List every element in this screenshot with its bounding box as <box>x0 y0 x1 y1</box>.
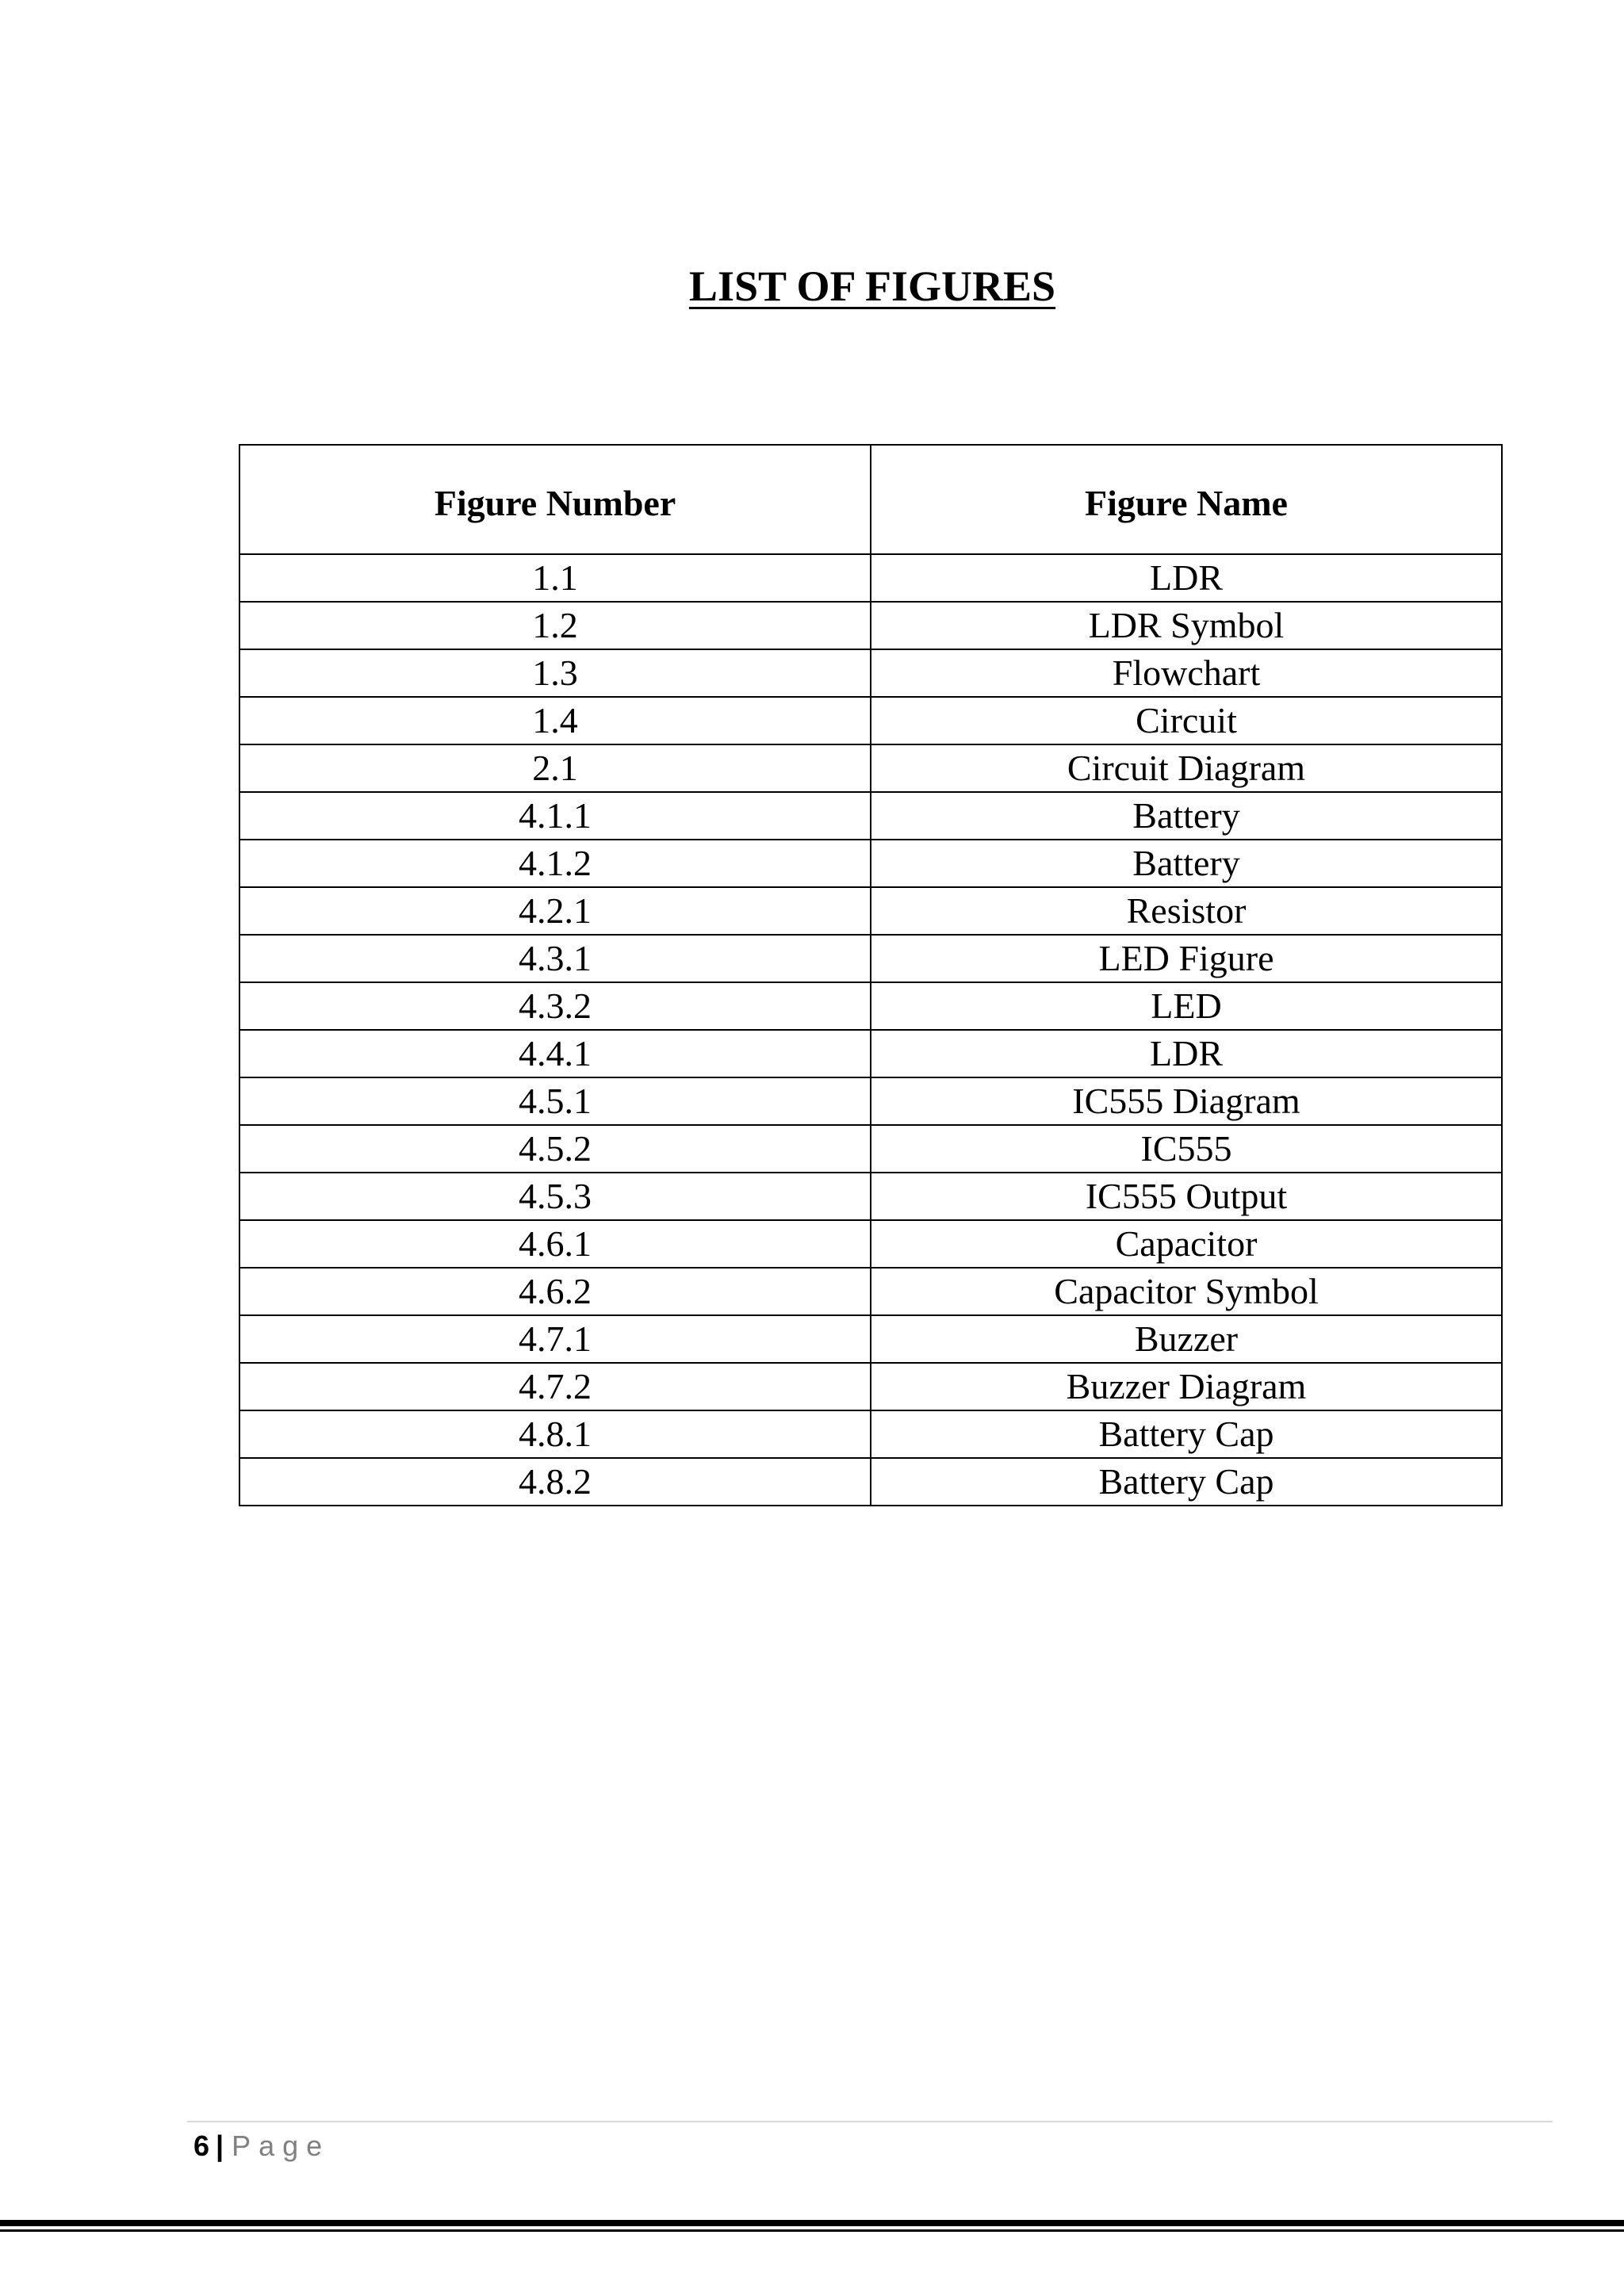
figure-number-cell: 4.8.1 <box>239 1410 871 1458</box>
table-row <box>239 1030 1502 1077</box>
figure-name-cell: Circuit <box>871 697 1502 744</box>
figure-name-cell: Resistor <box>871 887 1502 935</box>
figure-number-cell: 4.5.1 <box>239 1077 871 1125</box>
table-row <box>239 935 1502 982</box>
table-body <box>239 554 1502 1506</box>
figure-name-cell: Circuit Diagram <box>871 744 1502 792</box>
table-row <box>239 1315 1502 1363</box>
figure-name-cell: Battery Cap <box>871 1458 1502 1506</box>
table-row <box>239 602 1502 649</box>
figure-name-cell: Buzzer Diagram <box>871 1363 1502 1410</box>
footer-separator: | <box>216 2130 224 2162</box>
table-row <box>239 1125 1502 1173</box>
table-row <box>239 1363 1502 1410</box>
figure-number-cell: 4.6.1 <box>239 1220 871 1268</box>
figure-number-cell: 4.1.2 <box>239 840 871 887</box>
page-footer <box>193 2127 330 2165</box>
figure-name-cell: LDR <box>871 1030 1502 1077</box>
page-bottom-border-thin <box>0 2229 1624 2232</box>
table-row <box>239 792 1502 840</box>
figure-number-cell: 1.3 <box>239 649 871 697</box>
figure-name-cell: Flowchart <box>871 649 1502 697</box>
figure-number-cell: 1.1 <box>239 554 871 602</box>
figure-number-cell: 4.7.2 <box>239 1363 871 1410</box>
table-row <box>239 1410 1502 1458</box>
table-row <box>239 1173 1502 1220</box>
column-header-figure-number: Figure Number <box>239 445 871 554</box>
figure-number-cell: 1.4 <box>239 697 871 744</box>
figure-number-cell: 4.1.1 <box>239 792 871 840</box>
figure-number-cell: 4.5.2 <box>239 1125 871 1173</box>
table-row <box>239 1458 1502 1506</box>
figure-name-cell: Battery <box>871 792 1502 840</box>
figure-name-cell: LDR <box>871 554 1502 602</box>
footer-divider <box>187 2121 1553 2122</box>
table-row <box>239 887 1502 935</box>
page-bottom-border-thick <box>0 2220 1624 2226</box>
page-number: 6 <box>193 2130 210 2162</box>
figure-name-cell: Capacitor <box>871 1220 1502 1268</box>
table-row <box>239 1268 1502 1315</box>
table-row <box>239 744 1502 792</box>
table-row <box>239 982 1502 1030</box>
figure-number-cell: 4.2.1 <box>239 887 871 935</box>
figure-name-cell: LDR Symbol <box>871 602 1502 649</box>
figure-name-cell: Battery Cap <box>871 1410 1502 1458</box>
figures-table <box>239 444 1503 1506</box>
figure-number-cell: 4.5.3 <box>239 1173 871 1220</box>
table-header-row <box>239 445 1502 554</box>
figure-name-cell: LED <box>871 982 1502 1030</box>
page-label: Page <box>232 2130 331 2162</box>
table-row <box>239 1077 1502 1125</box>
table-row <box>239 840 1502 887</box>
table-row <box>239 554 1502 602</box>
figure-name-cell: IC555 Diagram <box>871 1077 1502 1125</box>
figure-number-cell: 2.1 <box>239 744 871 792</box>
column-header-figure-name: Figure Name <box>871 445 1502 554</box>
figure-name-cell: LED Figure <box>871 935 1502 982</box>
table-row <box>239 649 1502 697</box>
figure-number-cell: 1.2 <box>239 602 871 649</box>
figure-name-cell: Buzzer <box>871 1315 1502 1363</box>
figure-number-cell: 4.3.2 <box>239 982 871 1030</box>
page-title: LIST OF FIGURES <box>688 262 1056 310</box>
table-row <box>239 697 1502 744</box>
table-row <box>239 1220 1502 1268</box>
figure-number-cell: 4.3.1 <box>239 935 871 982</box>
figure-number-cell: 4.6.2 <box>239 1268 871 1315</box>
figure-number-cell: 4.7.1 <box>239 1315 871 1363</box>
figure-number-cell: 4.8.2 <box>239 1458 871 1506</box>
figure-name-cell: Capacitor Symbol <box>871 1268 1502 1315</box>
figure-name-cell: IC555 <box>871 1125 1502 1173</box>
figure-name-cell: IC555 Output <box>871 1173 1502 1220</box>
figure-name-cell: Battery <box>871 840 1502 887</box>
figure-number-cell: 4.4.1 <box>239 1030 871 1077</box>
